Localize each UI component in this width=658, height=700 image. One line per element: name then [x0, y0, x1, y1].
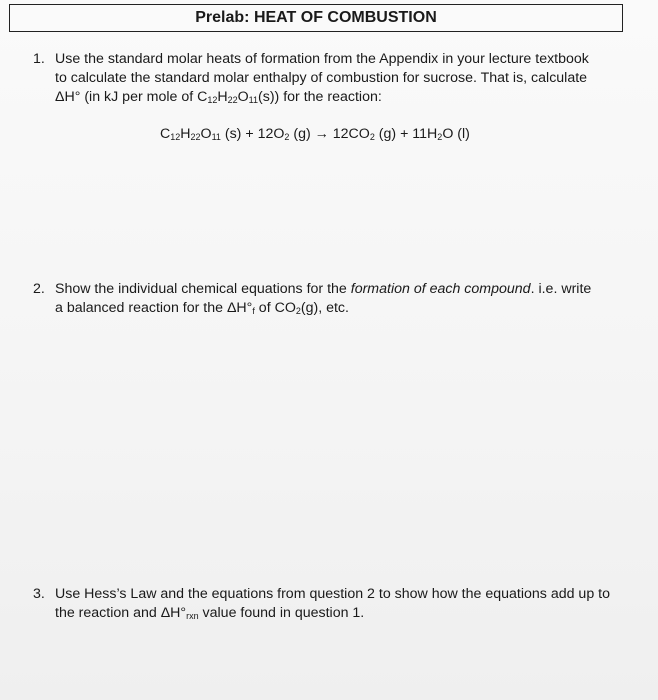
question-1-line-3: [55, 88, 630, 107]
eq-c: C: [160, 126, 171, 142]
question-1-line-1: Use the standard molar heats of formation from the Appendix in your lecture textbook: [55, 51, 589, 67]
question-1-text: [55, 50, 630, 107]
q3-line2-pre: the reaction and ΔH°: [55, 605, 187, 621]
q1-h: H: [217, 89, 228, 105]
q2-sub-f: f: [252, 306, 255, 316]
question-1-line-2: to calculate the standard molar enthalpy of combustion for sucrose. That is, calculate: [55, 70, 588, 86]
q3-sub-rxn: rxn: [186, 611, 199, 621]
eq-part-2: (g) → 12CO: [289, 126, 370, 142]
eq-c-sub: 12: [170, 132, 181, 142]
q2-line1-emphasis: formation of each compound: [350, 281, 531, 297]
question-3-line-2: [55, 604, 630, 623]
question-2-text: [55, 280, 630, 318]
eq-part-3: (g) + 11H: [374, 126, 438, 142]
q1-line3-pre: ΔH° (in kJ per mole of C: [55, 89, 208, 105]
q2-sub-2: 2: [295, 306, 301, 316]
eq-o: O: [200, 126, 212, 142]
question-2-line-1: [55, 280, 630, 299]
eq-h2o-sub: 2: [437, 132, 443, 142]
q2-line1-pre: Show the individual chemical equations for the: [55, 281, 351, 297]
eq-h: H: [180, 126, 191, 142]
q2-line2-pre: a balanced reaction for the ΔH°: [55, 300, 253, 316]
q2-line2-mid: of CO: [254, 300, 296, 316]
q1-sub-22: 22: [227, 95, 238, 105]
eq-h-sub: 22: [190, 132, 201, 142]
eq-part-4: O (l): [442, 126, 470, 142]
question-3-number: 3.: [33, 586, 45, 602]
q1-sub-12: 12: [207, 95, 218, 105]
question-3-text: [55, 585, 630, 623]
question-2-line-2: [55, 299, 630, 318]
combustion-equation: [160, 126, 470, 142]
question-2-number: 2.: [33, 281, 45, 297]
page-title: [9, 4, 623, 32]
q2-line1-post: . i.e. write: [530, 281, 592, 297]
eq-o2-sub: 2: [284, 132, 290, 142]
q1-sub-11: 11: [248, 95, 259, 105]
q2-line2-post: (g), etc.: [300, 300, 349, 316]
eq-part-1: (s) + 12O: [220, 126, 285, 142]
q3-line2-post: value found in question 1.: [198, 605, 365, 621]
q1-o: O: [237, 89, 249, 105]
question-1-number: 1.: [33, 51, 45, 67]
question-3-line-1: Use Hess’s Law and the equations from question 2 to show how the equations add up to: [55, 586, 610, 602]
q1-line3-post: (s)) for the reaction:: [258, 89, 382, 105]
page-title-text: Prelab: HEAT OF COMBUSTION: [195, 9, 437, 26]
eq-co2-sub: 2: [369, 132, 375, 142]
eq-o-sub: 11: [211, 132, 221, 142]
